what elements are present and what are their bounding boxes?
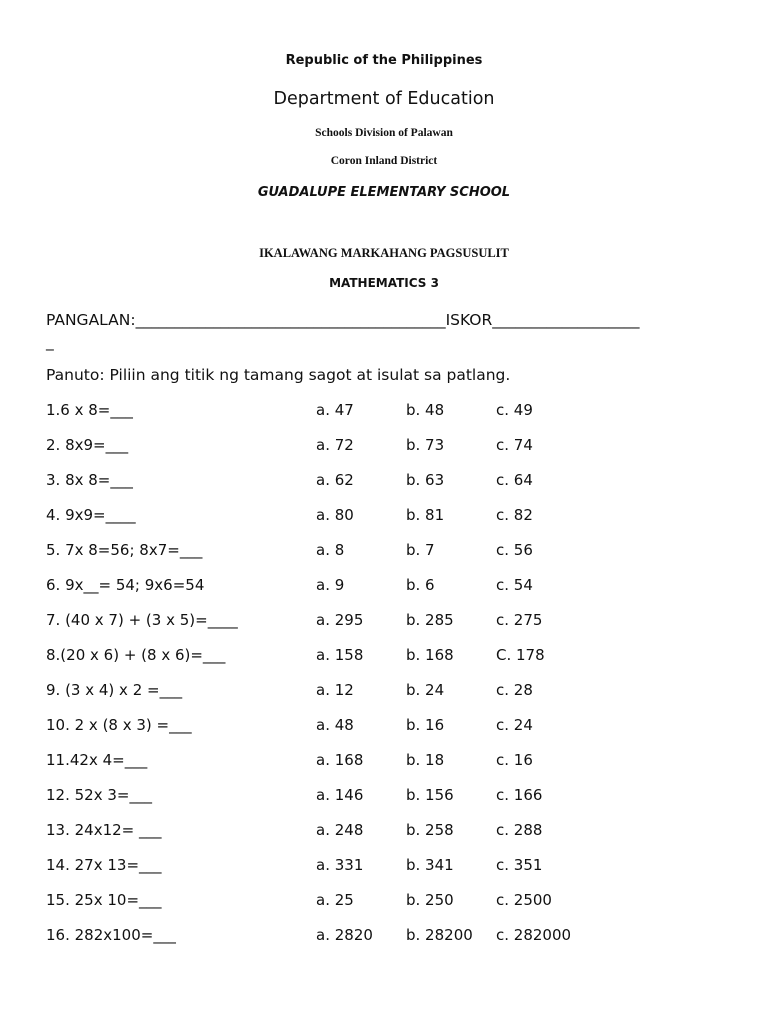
instructions: Panuto: Piliin ang titik ng tamang sagot at isulat sa patlang. <box>46 366 511 384</box>
question-text: 3. 8x 8=___ <box>46 471 133 489</box>
question-text: 2. 8x9=___ <box>46 436 129 454</box>
choice-c: c. 282000 <box>496 926 572 944</box>
choice-c: c. 56 <box>496 541 533 559</box>
choice-a: a. 8 <box>316 541 345 559</box>
subject-title: MATHEMATICS 3 <box>329 276 439 290</box>
choice-b: b. 168 <box>406 646 454 664</box>
question-text: 8.(20 x 6) + (8 x 6)=___ <box>46 646 226 664</box>
choice-c: c. 54 <box>496 576 533 594</box>
choice-b: b. 28200 <box>406 926 473 944</box>
choice-c: c. 288 <box>496 821 543 839</box>
question-text: 4. 9x9=____ <box>46 506 136 524</box>
choice-a: a. 47 <box>316 401 354 419</box>
choice-a: a. 48 <box>316 716 354 734</box>
choice-c: C. 178 <box>496 646 545 664</box>
choice-a: a. 248 <box>316 821 364 839</box>
question-text: 11.42x 4=___ <box>46 751 148 769</box>
choice-a: a. 9 <box>316 576 345 594</box>
question-row <box>46 926 746 950</box>
choice-a: a. 146 <box>316 786 364 804</box>
question-row <box>46 891 746 915</box>
choice-a: a. 25 <box>316 891 354 909</box>
question-row <box>46 541 746 565</box>
choice-a: a. 331 <box>316 856 364 874</box>
question-row <box>46 786 746 810</box>
school-heading: GUADALUPE ELEMENTARY SCHOOL <box>257 185 511 200</box>
choice-b: b. 24 <box>406 681 445 699</box>
choice-c: c. 351 <box>496 856 543 874</box>
question-row <box>46 401 746 425</box>
district-heading: Coron Inland District <box>330 155 438 167</box>
choice-a: a. 12 <box>316 681 354 699</box>
choice-c: c. 24 <box>496 716 533 734</box>
choice-c: c. 74 <box>496 436 533 454</box>
exam-title: IKALAWANG MARKAHANG PAGSUSULIT <box>259 246 509 260</box>
choice-a: a. 72 <box>316 436 354 454</box>
choice-c: c. 166 <box>496 786 543 804</box>
choice-b: b. 63 <box>406 471 445 489</box>
choice-c: c. 275 <box>496 611 543 629</box>
choice-c: c. 2500 <box>496 891 552 909</box>
question-row <box>46 471 746 495</box>
choice-b: b. 250 <box>406 891 454 909</box>
choice-a: a. 62 <box>316 471 354 489</box>
name-score-line: PANGALAN:________________________________________ISKOR___________________ <box>46 311 640 329</box>
choice-b: b. 156 <box>406 786 454 804</box>
question-row <box>46 436 746 460</box>
choice-b: b. 18 <box>406 751 445 769</box>
choice-c: c. 49 <box>496 401 533 419</box>
choice-b: b. 73 <box>406 436 445 454</box>
choice-b: b. 341 <box>406 856 454 874</box>
question-row <box>46 646 746 670</box>
question-text: 10. 2 x (8 x 3) =___ <box>46 716 192 734</box>
name-score-line-wrap: _ <box>46 333 54 351</box>
question-text: 16. 282x100=___ <box>46 926 176 944</box>
choice-c: c. 82 <box>496 506 533 524</box>
choice-a: a. 158 <box>316 646 364 664</box>
choice-b: b. 258 <box>406 821 454 839</box>
choice-c: c. 16 <box>496 751 533 769</box>
choice-b: b. 16 <box>406 716 445 734</box>
department-heading: Department of Education <box>273 89 495 109</box>
question-text: 6. 9x__= 54; 9x6=54 <box>46 576 205 594</box>
question-row <box>46 611 746 635</box>
choice-c: c. 64 <box>496 471 533 489</box>
choice-b: b. 7 <box>406 541 435 559</box>
choice-b: b. 48 <box>406 401 445 419</box>
question-text: 13. 24x12= ___ <box>46 821 162 839</box>
question-text: 9. (3 x 4) x 2 =___ <box>46 681 183 699</box>
question-row <box>46 821 746 845</box>
question-row <box>46 751 746 775</box>
question-text: 15. 25x 10=___ <box>46 891 162 909</box>
republic-heading: Republic of the Philippines <box>285 53 483 68</box>
question-text: 7. (40 x 7) + (3 x 5)=____ <box>46 611 238 629</box>
question-row <box>46 856 746 880</box>
question-text: 14. 27x 13=___ <box>46 856 162 874</box>
choice-b: b. 81 <box>406 506 445 524</box>
question-row <box>46 716 746 740</box>
division-heading: Schools Division of Palawan <box>315 127 453 139</box>
question-row <box>46 576 746 600</box>
question-row <box>46 506 746 530</box>
question-text: 1.6 x 8=___ <box>46 401 133 419</box>
choice-a: a. 80 <box>316 506 354 524</box>
choice-a: a. 2820 <box>316 926 373 944</box>
question-text: 12. 52x 3=___ <box>46 786 152 804</box>
choice-b: b. 6 <box>406 576 435 594</box>
question-text: 5. 7x 8=56; 8x7=___ <box>46 541 203 559</box>
choice-c: c. 28 <box>496 681 533 699</box>
choice-b: b. 285 <box>406 611 454 629</box>
choice-a: a. 168 <box>316 751 364 769</box>
question-row <box>46 681 746 705</box>
choice-a: a. 295 <box>316 611 364 629</box>
